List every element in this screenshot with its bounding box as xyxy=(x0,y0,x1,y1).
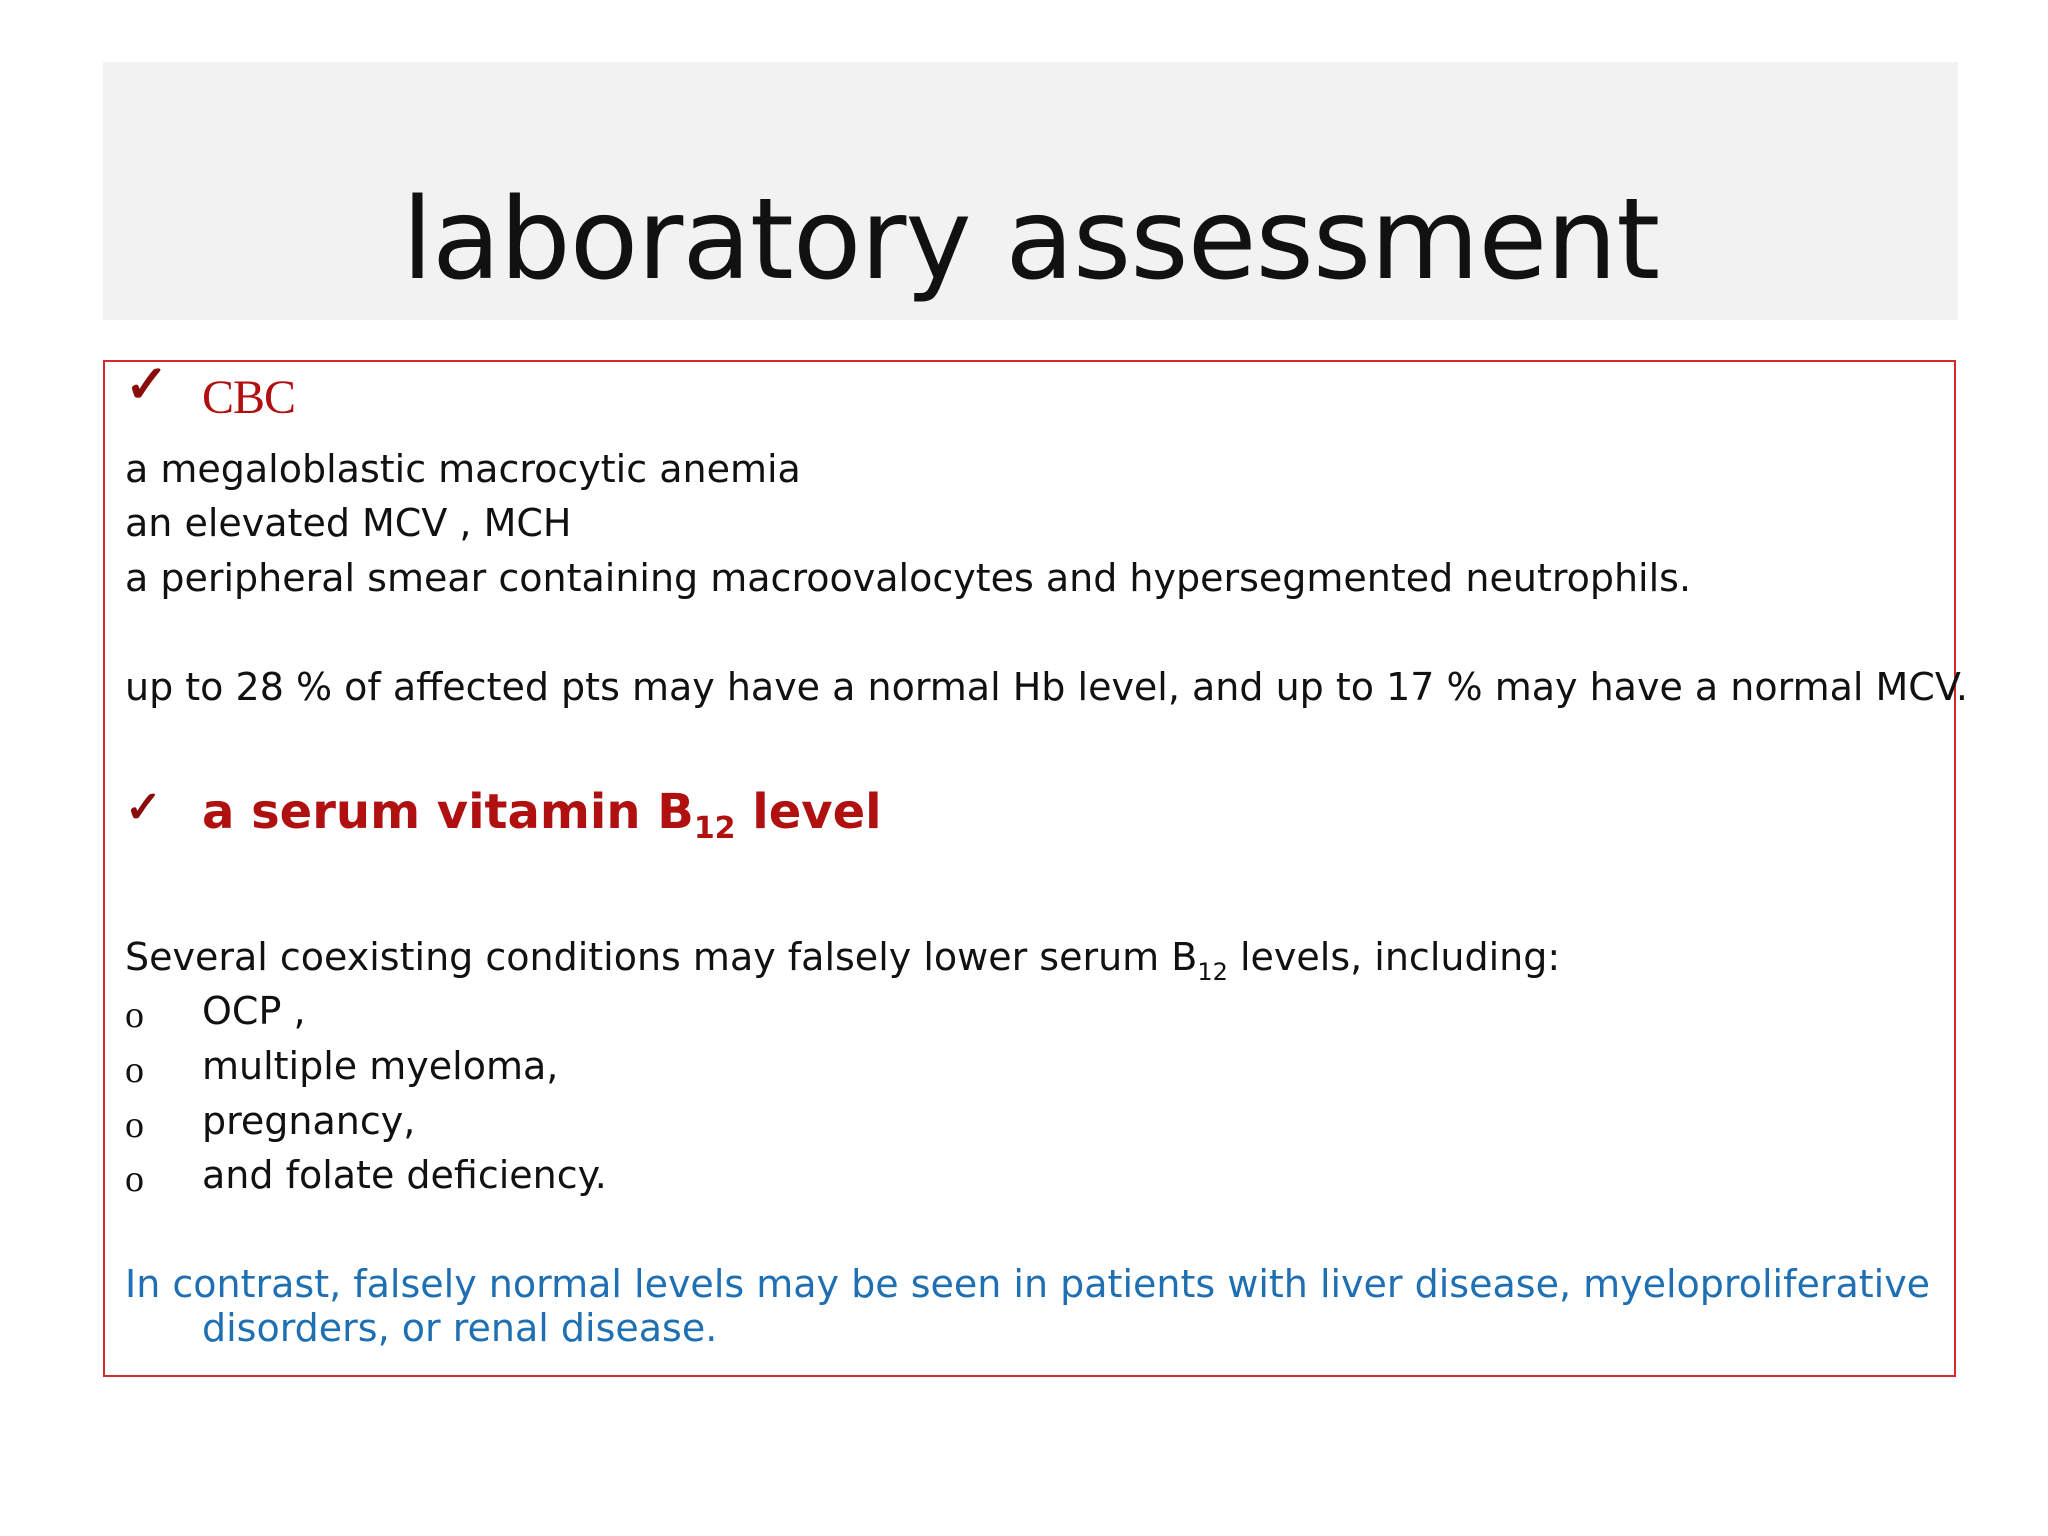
bullet-item: multiple myeloma, xyxy=(202,1044,559,1088)
page-title: laboratory assessment xyxy=(401,175,1660,305)
bullet-marker: o xyxy=(125,1049,144,1091)
bullet-item: and folate deficiency. xyxy=(202,1153,607,1197)
cbc-line-1: a megaloblastic macrocytic anemia xyxy=(125,447,801,491)
title-band xyxy=(103,62,1958,320)
cbc-line-3: a peripheral smear containing macroovalocytes and hypersegmented neutrophils. xyxy=(125,556,1692,600)
b12-intro-subscript: 12 xyxy=(1197,958,1228,986)
contrast-line-1: In contrast, falsely normal levels may be seen in patients with liver disease, myeloproliferative xyxy=(125,1262,1931,1306)
b12-intro-prefix: Several coexisting conditions may falsely lower serum B xyxy=(125,935,1198,979)
cbc-heading: CBC xyxy=(202,371,296,424)
checkmark-icon: ✓ xyxy=(125,782,162,833)
checkmark-icon: ✓ xyxy=(125,354,169,415)
b12-heading-suffix: level xyxy=(735,784,882,840)
bullet-marker: o xyxy=(125,1104,144,1146)
b12-heading-subscript: 12 xyxy=(693,811,736,846)
cbc-note: up to 28 % of affected pts may have a normal Hb level, and up to 17 % may have a normal MCV. xyxy=(125,665,1968,709)
cbc-line-2: an elevated MCV , MCH xyxy=(125,501,572,545)
b12-heading-prefix: a serum vitamin B xyxy=(202,784,694,840)
bullet-item: OCP , xyxy=(202,989,306,1033)
b12-intro xyxy=(125,935,1561,986)
b12-heading xyxy=(202,784,882,846)
bullet-marker: o xyxy=(125,1158,144,1200)
b12-intro-suffix: levels, including: xyxy=(1227,935,1561,979)
bullet-marker: o xyxy=(125,994,144,1036)
bullet-item: pregnancy, xyxy=(202,1099,416,1143)
contrast-line-2: disorders, or renal disease. xyxy=(202,1306,718,1350)
content-box xyxy=(103,354,1968,1377)
